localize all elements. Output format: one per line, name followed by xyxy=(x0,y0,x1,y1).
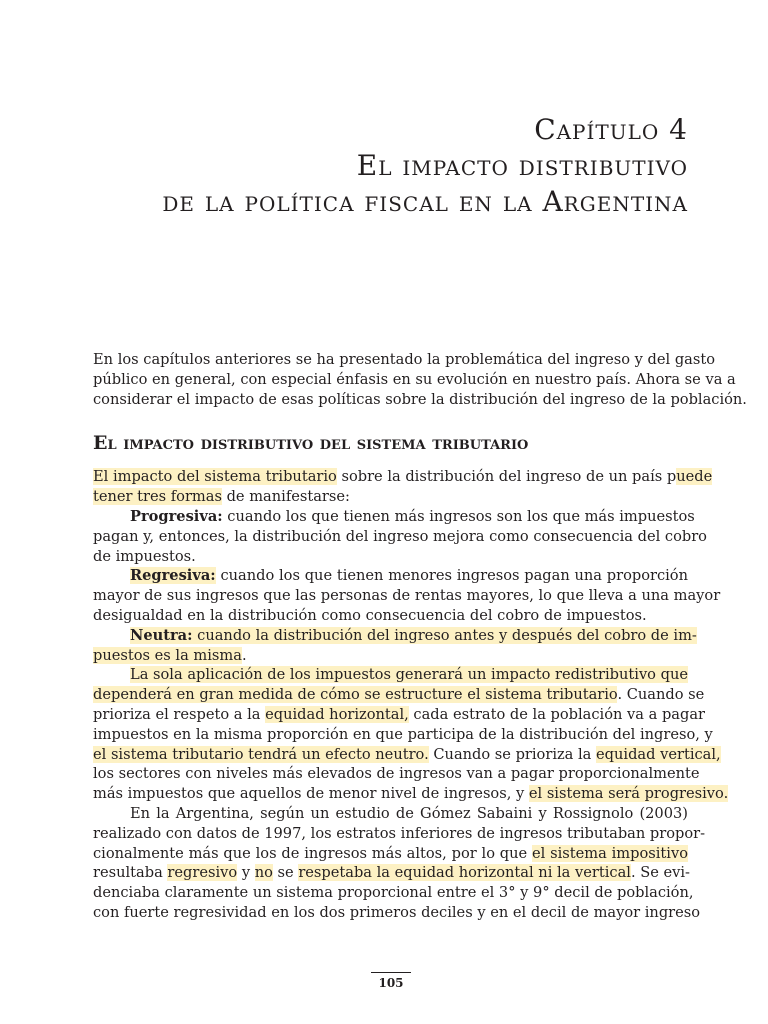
highlight: respetaba la equidad horizontal ni la vertical xyxy=(298,864,631,882)
paragraph-equity: La sola aplicación de los impuestos generará un impacto redistributivo que dependerá en gran medida de cómo se estructure el sistema tributario. Cuando se prioriza el respeto a la equidad horizontal, cada estrato de la población va a pagar impuestos en la misma proporción en que participa de la distribución del ingreso, y el sistema tributario tendrá un efecto neutro. Cuando se prioriza la equidad vertical, los sectores con niveles más elevados de ingresos van a pagar proporcionalmente más impuestos que aquellos de menor nivel de ingresos, y el sistema será progresivo. xyxy=(93,666,729,803)
highlight: no xyxy=(254,864,273,882)
chapter-title-line-1: El impacto distributivo xyxy=(356,149,688,182)
highlight: el sistema impositivo xyxy=(532,844,688,862)
highlight: puestos es la misma xyxy=(93,646,242,664)
highlight: uede xyxy=(676,468,713,486)
page-number: 105 xyxy=(371,972,411,990)
paragraph-forms: El impacto del sistema tributario sobre la distribución del ingreso de un país puede tener tres formas de manifestarse: xyxy=(93,468,713,506)
highlight: tener tres formas xyxy=(93,488,222,506)
highlight: dependerá en gran medida de cómo se estructure el sistema tributario xyxy=(93,686,618,704)
chapter-number: Capítulo 4 xyxy=(534,113,688,146)
intro-line: considerar el impacto de esas políticas sobre la distribución del ingreso de la población. xyxy=(93,390,747,408)
definition-progresiva: Progresiva: cuando los que tienen más ingresos son los que más impuestos pagan y, entonces, la distribución del ingreso mejora como consecuencia del cobro de impuestos. xyxy=(93,507,707,565)
highlight: El impacto del sistema tributario xyxy=(93,468,337,486)
term-neutra: Neutra: xyxy=(130,626,193,644)
highlight: regresivo xyxy=(167,864,238,882)
highlight: el sistema será progresivo. xyxy=(528,785,729,803)
highlight: el sistema tributario tendrá un efecto neutro. xyxy=(93,745,429,763)
highlight: equidad horizontal, xyxy=(265,705,409,723)
definition-regresiva: Regresiva: cuando los que tienen menores ingresos pagan una proporción mayor de sus ingresos que las personas de rentas mayores, lo que lleva a una mayor desigualdad en la distribución como consecuencia del cobro de impuestos. xyxy=(93,567,721,624)
definition-neutra: Neutra: cuando la distribución del ingreso antes y después del cobro de im- puestos es la misma. xyxy=(93,626,697,664)
highlight: La sola aplicación de los impuestos generará un impacto redistributivo que xyxy=(130,666,688,684)
paragraph-argentina: En la Argentina, según un estudio de Gómez Sabaini y Rossignolo (2003) realizado con datos de 1997, los estratos inferiores de ingresos tributaban propor- cionalmente más que los de ingresos más altos, por lo que el sistema impositivo resultaba regresivo y no se respetaba la equidad horizontal ni la vertical. Se evi- denciaba claramente un sistema proporcional entre el 3° y 9° decil de población, con fuerte regresividad en los dos primeros deciles y en el decil de mayor ingreso xyxy=(93,804,706,921)
intro-paragraph xyxy=(93,350,747,409)
page-body xyxy=(93,350,747,923)
highlight: equidad vertical, xyxy=(596,745,721,763)
term-regresiva: Regresiva: xyxy=(130,567,216,585)
intro-line: En los capítulos anteriores se ha presentado la problemática del ingreso y del gasto xyxy=(93,351,716,368)
chapter-heading xyxy=(162,112,688,220)
chapter-title-line-2: de la política fiscal en la Argentina xyxy=(162,185,688,218)
term-progresiva: Progresiva xyxy=(130,507,218,525)
section-title: El impacto distributivo del sistema tributario xyxy=(93,432,529,455)
intro-line: público en general, con especial énfasis en su evolución en nuestro país. Ahora se va a xyxy=(93,370,736,388)
